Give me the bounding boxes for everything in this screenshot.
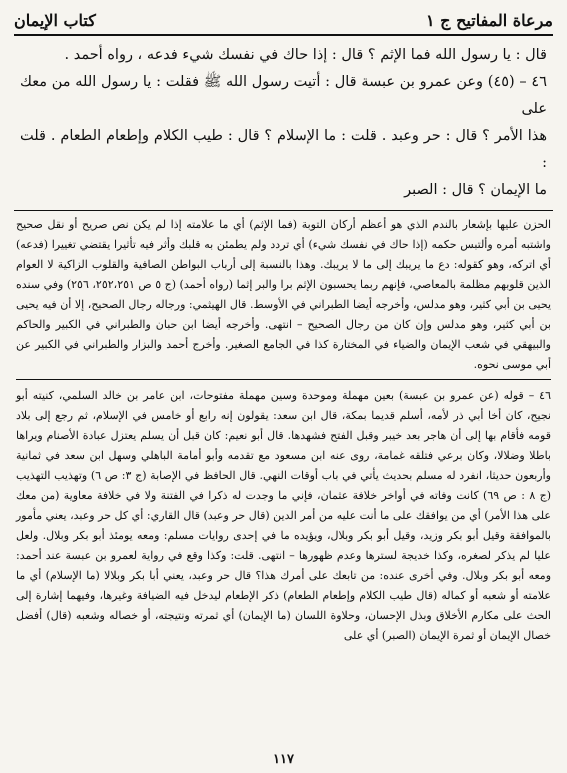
paragraph-divider: [16, 379, 551, 380]
commentary: [14, 215, 553, 646]
commentary-paragraph: الحزن عليها بإشعار بالندم الذي هو أعظم أركان التوبة (فما الإثم) أي ما علامته إذا لم يكن نص صريح أو نقل صحيح واشتبه أمره وألتبس حكمه (إذا حاك في نفسك شيء) أي تردد ولم يطمئن به قلبك وأثر فيه تأثيرا يقتضي تغييرا (فدعه) أي اتركه، وهو كقوله: دع ما يريبك إلى ما لا يريبك. وهذا بالنسبة إلى أرباب البواطن الصافية والقلوب الزاكية لا العوام الذين قلوبهم مظلمة بالمعاصي، فإنهم ربما يحسبون الإثم برا والبر إثما (رواه أحمد) (ج ٥ ص ٢٥٢،٢٥١، ٢٥٦) وفي سنده يحيى بن أبي كثير، وهو مدلس، وأخرجه أيضا الطبراني في الأوسط. قال الهيثمي: ورجاله رجال الصحيح، إلا أن فيه يحيى بن أبي كثير، وهو مدلس وإن كان من رجال الصحيح – انتهى. وأخرجه أيضا ابن حبان والطبراني في الكبير والحاكم والبيهقي في شعب الإيمان والضياء في المختارة كذا في الجامع الصغير. وأخرج أحمد والبزار والطبراني في الكبير عن أبي موسى نحوه.: [16, 218, 551, 371]
commentary-paragraph: ٤٦ – قوله (عن عمرو بن عبسة) بعين مهملة وموحدة وسين مهملة مفتوحات، ابن عامر بن خالد السلمي، كنيته أبو نجيح، كان أخا أبي ذر لأمه، أسلم قديما بمكة، قال ابن سعد: يقولون إنه رابع أو خامس في الإسلام، ثم رجع إلى بلاد قومه فأقام بها إلى أن هاجر بعد خيبر وقبل الفتح فشهدها. قال أبو نعيم: كان قبل أن يسلم يعتزل عبادة الأصنام ويراها باطلا وضلالا، وكان برعي فتلقه غمامة، روى عنه ابن مسعود مع تقدمه وأبو أمامة الباهلي وسهل ابن سعد في ثمانية وأربعون حديثا، انفرد له مسلم بحديث يأتي في باب أوقات النهي. قال الحافظ في الإصابة (ج ٣: ص ٦) وتهذيب التهذيب (ج ٨ : ص ٦٩) كانت وفاته في أواخر خلافة عثمان، فإني ما وجدت له ذكرا في الفتنة ولا في خلافة معاوية (من معك على هذا الأمر) أي من يوافقك على ما أنت عليه من أمر الدين (قال حر وعبد) قال القاري: أي كل حر وعبد، يعني مأمور بالموافقة وقيل أبو بكر وزيد، وقيل أبو بكر وبلال، ويؤيده ما في إحدى روايات مسلم: ومعه يومئذ أبو بكر وبلال. ولعل عليا لم يذكر لصغره، وكذا خديجة لسترها وعدم ظهورها – انتهى. قلت: وكذا وقع في رواية لعمرو بن عبسة عند أحمد: ومعه أبو بكر وبلال. وفي أخرى عنده: من تابعك على أمرك هذا؟ قال حر وعبد، يعني أبا بكر وبلالا (ما الإسلام) أي ما علامته أو شعبه أو كماله (قال طيب الكلام وإطعام الطعام) ذكر الإطعام ليدخل فيه الضيافة وغيرها، وفيهما إشارة إلى الحث على مكارم الأخلاق وبذل الإحسان، وحلاوة اللسان (ما الإيمان) أي ثمرته ونتيجته، أو خصاله وشعبه (قال) أفضل خصال الإيمان أو ثمرة الإيمان (الصبر) أي على: [16, 389, 552, 642]
chapter-title: كتاب الإيمان: [14, 10, 96, 30]
hadith-line: ما الإيمان ؟ قال : الصبر: [404, 182, 547, 198]
hadith-line: هذا الأمر ؟ قال : حر وعبد . قلت : ما الإسلام ؟ قال : طيب الكلام وإطعام الطعام . قلت :: [20, 128, 547, 171]
page-header: [14, 6, 553, 36]
section-divider: [14, 210, 553, 211]
hadith-text: [14, 42, 553, 204]
page-number: ١١٧: [273, 752, 294, 767]
hadith-line: قال : يا رسول الله فما الإثم ؟ قال : إذا حاك في نفسك شيء فدعه ، رواه أحمد .: [64, 47, 547, 63]
book-title: مرعاة المفاتيح ج ١: [426, 10, 553, 30]
hadith-line: ٤٦ – (٤٥) وعن عمرو بن عبسة قال : أتيت رسول الله ﷺ فقلت : يا رسول الله من معك على: [20, 74, 547, 117]
